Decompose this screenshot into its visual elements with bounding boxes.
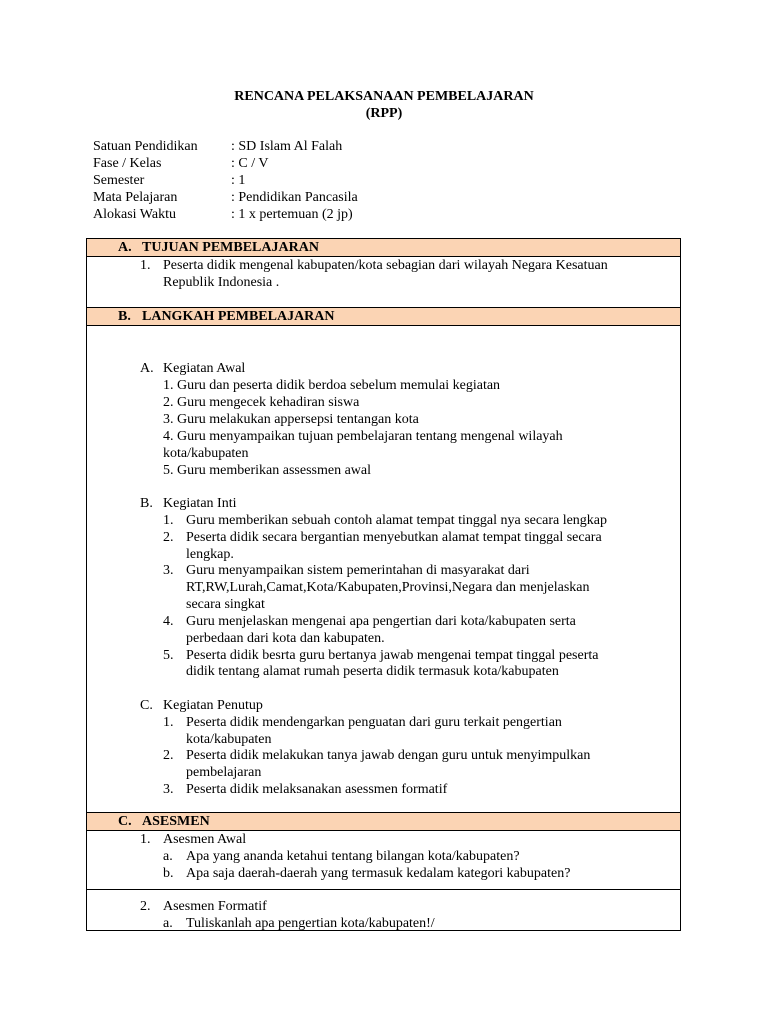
item-number: 2. xyxy=(163,530,174,545)
question-text: Apa yang ananda ketahui tentang bilangan kota/kabupaten? xyxy=(186,849,520,864)
info-row xyxy=(93,172,358,189)
item-text: Guru menyampaikan sistem pemerintahan di masyarakat dari xyxy=(186,563,530,578)
list-item: 1. Guru dan peserta didik berdoa sebelum memulai kegiatan xyxy=(163,378,501,393)
subsection-letter: B. xyxy=(140,496,153,511)
item-number: 3. xyxy=(163,782,174,797)
info-value: : 1 xyxy=(231,173,246,188)
info-value: : SD Islam Al Falah xyxy=(231,139,343,154)
list-item: 4. Guru menyampaikan tujuan pembelajaran tentang mengenal wilayah xyxy=(163,429,563,444)
list-item: 3. Guru melakukan appersepsi tentangan kota xyxy=(163,412,419,427)
section-langkah xyxy=(86,307,681,813)
item-number: a. xyxy=(163,849,173,864)
document-title: RENCANA PELAKSANAAN PEMBELAJARAN xyxy=(234,89,534,104)
info-row xyxy=(93,189,358,206)
list-item: 5. Guru memberikan assessmen awal xyxy=(163,463,371,478)
item-text: Peserta didik melakukan tanya jawab dengan guru untuk menyimpulkan xyxy=(186,748,591,763)
info-label: Semester xyxy=(93,173,145,188)
subsection-title: Kegiatan Penutup xyxy=(163,698,263,713)
info-label: Mata Pelajaran xyxy=(93,190,178,205)
item-text: Guru menjelaskan mengenai apa pengertian dari kota/kabupaten serta xyxy=(186,614,576,629)
section-title: LANGKAH PEMBELAJARAN xyxy=(142,309,335,324)
info-label: Fase / Kelas xyxy=(93,156,162,171)
info-value: : Pendidikan Pancasila xyxy=(231,190,358,205)
item-number: b. xyxy=(163,866,174,881)
item-text: kota/kabupaten xyxy=(186,732,272,747)
item-text: Guru memberikan sebuah contoh alamat tempat tinggal nya secara lengkap xyxy=(186,513,608,528)
item-text: Peserta didik secara bergantian menyebutkan alamat tempat tinggal secara xyxy=(186,530,602,545)
section-letter: B. xyxy=(118,309,131,324)
section-header xyxy=(87,308,680,326)
section-header xyxy=(87,239,680,257)
subsection-title: Asesmen Formatif xyxy=(163,899,267,914)
item-number: 3. xyxy=(163,563,174,578)
section-header xyxy=(87,813,680,831)
section-title: TUJUAN PEMBELAJARAN xyxy=(142,240,319,255)
item-number: 2. xyxy=(163,748,174,763)
info-row xyxy=(93,206,358,223)
subsection-title: Kegiatan Inti xyxy=(163,496,237,511)
item-number: 4. xyxy=(163,614,174,629)
item-number: a. xyxy=(163,916,173,931)
item-text: lengkap. xyxy=(186,547,234,562)
item-text: Peserta didik melaksanakan asessmen formatif xyxy=(186,782,448,797)
item-text: pembelajaran xyxy=(186,765,262,780)
item-text: perbedaan dari kota dan kabupaten. xyxy=(186,631,385,646)
row-divider xyxy=(87,889,680,890)
subsection-title: Asesmen Awal xyxy=(163,832,247,847)
list-item: kota/kabupaten xyxy=(163,446,249,461)
subsection-letter: A. xyxy=(140,361,154,376)
item-text: Peserta didik besrta guru bertanya jawab mengenai tempat tinggal peserta xyxy=(186,648,599,663)
subsection-title: Kegiatan Awal xyxy=(163,361,246,376)
document-subtitle: (RPP) xyxy=(365,106,403,121)
info-label: Alokasi Waktu xyxy=(93,207,176,222)
item-text: Republik Indonesia . xyxy=(163,275,280,290)
info-row xyxy=(93,138,358,155)
item-number: 2. xyxy=(140,899,151,914)
subsection-letter: C. xyxy=(140,698,153,713)
list-item: 2. Guru mengecek kehadiran siswa xyxy=(163,395,360,410)
item-text: secara singkat xyxy=(186,597,265,612)
identity-info xyxy=(93,138,358,223)
item-text: RT,RW,Lurah,Camat,Kota/Kabupaten,Provinsi,Negara dan menjelaskan xyxy=(186,580,590,595)
info-value: : 1 x pertemuan (2 jp) xyxy=(231,207,353,222)
item-number: 1. xyxy=(163,513,174,528)
item-number: 1. xyxy=(140,258,151,273)
section-asesmen xyxy=(86,812,681,931)
info-value: : C / V xyxy=(231,156,269,171)
section-tujuan xyxy=(86,238,681,308)
info-label: Satuan Pendidikan xyxy=(93,139,198,154)
item-number: 1. xyxy=(140,832,151,847)
item-number: 5. xyxy=(163,648,174,663)
info-row xyxy=(93,155,358,172)
item-text: didik tentang alamat rumah peserta didik termasuk kota/kabupaten xyxy=(186,664,559,679)
item-number: 1. xyxy=(163,715,174,730)
question-text: Apa saja daerah-daerah yang termasuk kedalam kategori kabupaten? xyxy=(186,866,571,881)
section-letter: A. xyxy=(118,240,132,255)
section-title: ASESMEN xyxy=(142,814,210,829)
item-text: Peserta didik mengenal kabupaten/kota sebagian dari wilayah Negara Kesatuan xyxy=(163,258,608,273)
section-letter: C. xyxy=(118,814,132,829)
item-text: Peserta didik mendengarkan penguatan dari guru terkait pengertian xyxy=(186,715,562,730)
question-text: Tuliskanlah apa pengertian kota/kabupaten!/ xyxy=(186,916,435,931)
